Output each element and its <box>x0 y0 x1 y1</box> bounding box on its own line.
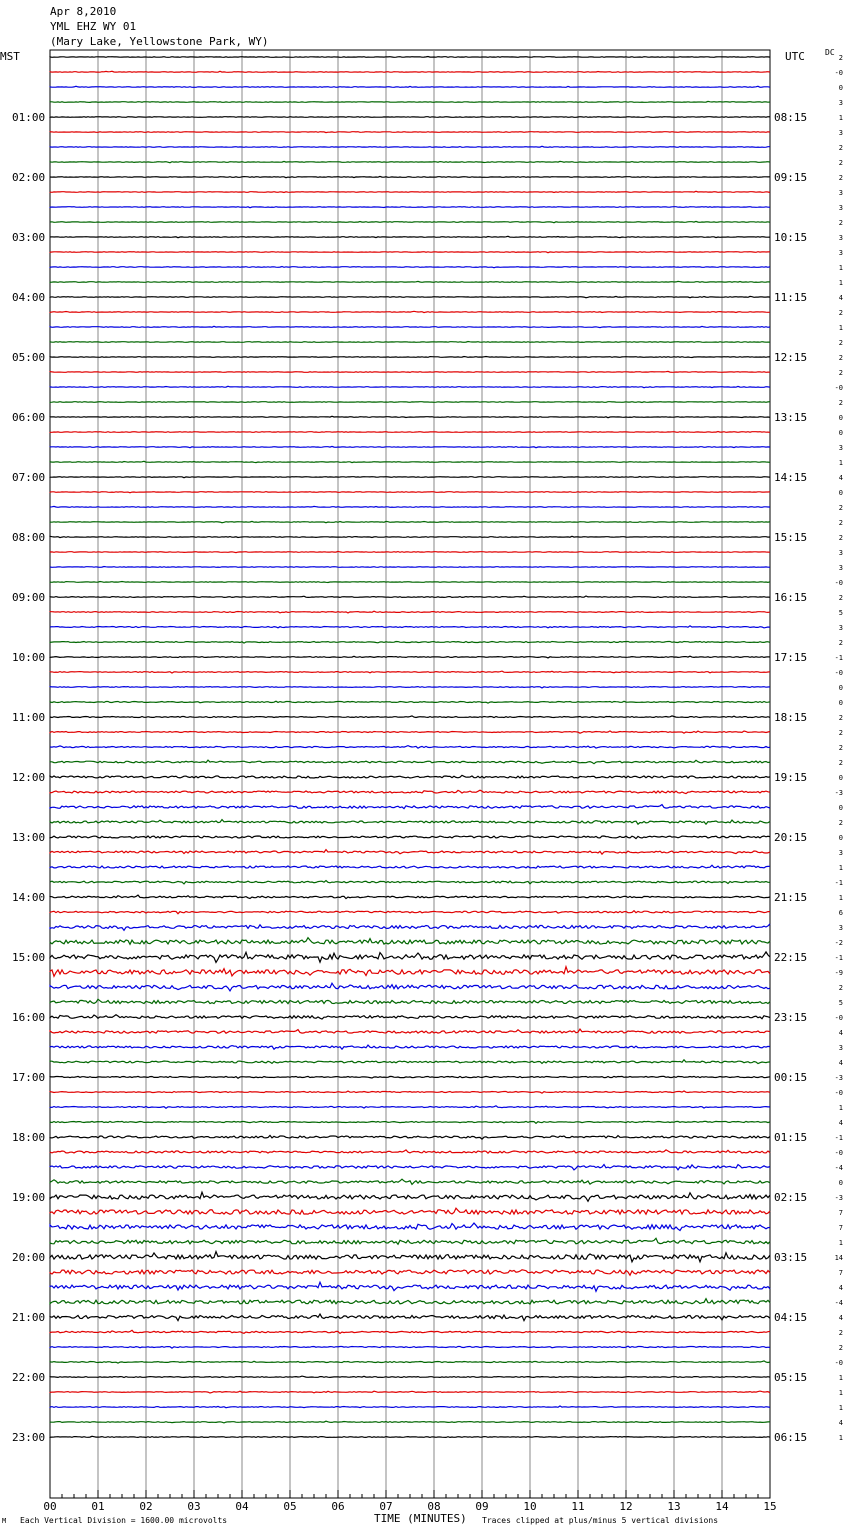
utc-hour-label: 05:15 <box>774 1371 808 1384</box>
trace-line <box>50 86 770 87</box>
utc-hour-label: 10:15 <box>774 231 808 244</box>
mst-hour-label: 20:00 <box>12 1251 46 1264</box>
trace-line <box>50 101 770 102</box>
trace-line <box>50 1238 770 1244</box>
utc-hour-label: 08:15 <box>774 111 808 124</box>
trace-line <box>50 881 770 884</box>
utc-hour-label: 19:15 <box>774 771 808 784</box>
dc-offset-label: -0 <box>834 1149 843 1157</box>
dc-offset-label: 2 <box>838 744 843 752</box>
dc-offset-label: 0 <box>838 429 843 437</box>
dc-offset-label: 1 <box>838 264 843 272</box>
trace-line <box>50 1299 770 1304</box>
dc-offset-label: 0 <box>838 699 843 707</box>
x-tick-label: 06 <box>331 1500 345 1513</box>
trace-line <box>50 701 770 703</box>
dc-offset-label: 2 <box>838 144 843 152</box>
trace-line <box>50 1121 770 1123</box>
trace-line <box>50 952 770 963</box>
trace-line <box>50 760 770 764</box>
dc-offset-label: 2 <box>838 354 843 362</box>
dc-offset-label: 5 <box>838 999 843 1007</box>
trace-line <box>50 1346 770 1348</box>
dc-offset-label: 0 <box>838 684 843 692</box>
dc-offset-label: 2 <box>838 174 843 182</box>
x-tick-label: 01 <box>91 1500 105 1513</box>
scale-note: Each Vertical Division = 1600.00 microvolts <box>20 1516 228 1525</box>
dc-offset-label: 2 <box>838 519 843 527</box>
right-zone-label: UTC <box>785 50 805 63</box>
mst-hour-label: 17:00 <box>12 1071 46 1084</box>
mst-hour-label: 14:00 <box>12 891 46 904</box>
dc-offset-label: -4 <box>834 1299 843 1307</box>
dc-offset-label: 2 <box>838 309 843 317</box>
dc-offset-label: -0 <box>834 1014 843 1022</box>
dc-offset-label: 1 <box>838 1374 843 1382</box>
trace-line <box>50 132 770 133</box>
dc-offset-label: 1 <box>838 324 843 332</box>
dc-offset-label: 4 <box>838 1284 843 1292</box>
trace-line <box>50 1391 770 1393</box>
trace-line <box>50 236 770 237</box>
trace-line <box>50 567 770 568</box>
x-tick-label: 05 <box>283 1500 297 1513</box>
mst-hour-label: 08:00 <box>12 531 46 544</box>
dc-offset-label: 2 <box>838 339 843 347</box>
dc-offset-label: 3 <box>838 204 843 212</box>
trace-line <box>50 596 770 597</box>
dc-offset-label: -0 <box>834 1089 843 1097</box>
trace-line <box>50 805 770 809</box>
dc-offset-label: 3 <box>838 549 843 557</box>
trace-line <box>50 461 770 462</box>
trace-line <box>50 731 770 733</box>
mst-hour-label: 02:00 <box>12 171 46 184</box>
trace-line <box>50 716 770 718</box>
dc-offset-label: 0 <box>838 1179 843 1187</box>
utc-hour-label: 12:15 <box>774 351 808 364</box>
dc-offset-label: -0 <box>834 669 843 677</box>
header-date: Apr 8,2010 <box>50 5 117 18</box>
trace-line <box>50 386 770 387</box>
dc-offset-label: -1 <box>834 1134 843 1142</box>
trace-group <box>50 54 843 1442</box>
mst-hour-label: 19:00 <box>12 1191 46 1204</box>
dc-offset-label: 6 <box>838 909 843 917</box>
utc-hour-label: 21:15 <box>774 891 808 904</box>
dc-offset-label: 1 <box>838 459 843 467</box>
trace-line <box>50 342 770 343</box>
dc-offset-label: -0 <box>834 384 843 392</box>
trace-line <box>50 357 770 358</box>
trace-line <box>50 1376 770 1377</box>
dc-offset-label: 1 <box>838 1404 843 1412</box>
trace-line <box>50 161 770 162</box>
mst-hour-label: 12:00 <box>12 771 46 784</box>
utc-hour-label: 13:15 <box>774 411 808 424</box>
dc-offset-label: 1 <box>838 114 843 122</box>
trace-line <box>50 221 770 222</box>
utc-hour-label: 00:15 <box>774 1071 808 1084</box>
dc-offset-label: 2 <box>838 534 843 542</box>
dc-offset-label: 1 <box>838 894 843 902</box>
trace-line <box>50 746 770 749</box>
utc-hour-label: 09:15 <box>774 171 808 184</box>
dc-offset-label: 14 <box>834 1254 843 1262</box>
dc-offset-label: 3 <box>838 189 843 197</box>
dc-offset-label: 2 <box>838 369 843 377</box>
dc-offset-label: 0 <box>838 804 843 812</box>
utc-hour-label: 01:15 <box>774 1131 808 1144</box>
dc-offset-label: 1 <box>838 1434 843 1442</box>
trace-line <box>50 281 770 282</box>
trace-line <box>50 1361 770 1363</box>
x-tick-label: 14 <box>715 1500 729 1513</box>
trace-line <box>50 1421 770 1423</box>
dc-offset-label: 2 <box>838 729 843 737</box>
dc-offset-label: 4 <box>838 1029 843 1037</box>
trace-line <box>50 611 770 613</box>
dc-offset-label: 4 <box>838 1119 843 1127</box>
mst-hour-label: 22:00 <box>12 1371 46 1384</box>
mst-hour-label: 16:00 <box>12 1011 46 1024</box>
trace-line <box>50 1330 770 1333</box>
dc-offset-label: 1 <box>838 1239 843 1247</box>
x-tick-label: 09 <box>475 1500 489 1513</box>
trace-line <box>50 477 770 478</box>
utc-hour-label: 20:15 <box>774 831 808 844</box>
x-tick-label: 04 <box>235 1500 249 1513</box>
dc-offset-label: -0 <box>834 69 843 77</box>
x-axis-title: TIME (MINUTES) <box>374 1512 467 1525</box>
dc-offset-label: -1 <box>834 879 843 887</box>
trace-line <box>50 1076 770 1078</box>
dc-offset-label: 7 <box>838 1209 843 1217</box>
dc-offset-label: 2 <box>838 219 843 227</box>
trace-line <box>50 506 770 507</box>
header-location: (Mary Lake, Yellowstone Park, WY) <box>50 35 269 48</box>
utc-hour-label: 16:15 <box>774 591 808 604</box>
corner-mark: M <box>2 1517 7 1525</box>
mst-hour-label: 09:00 <box>12 591 46 604</box>
trace-line <box>50 642 770 644</box>
trace-line <box>50 895 770 899</box>
x-tick-label: 00 <box>43 1500 57 1513</box>
trace-line <box>50 1282 770 1291</box>
dc-offset-label: 2 <box>838 984 843 992</box>
trace-line <box>50 671 770 673</box>
dc-offset-label: 3 <box>838 1044 843 1052</box>
trace-line <box>50 191 770 192</box>
trace-line <box>50 1015 770 1019</box>
trace-line <box>50 820 770 825</box>
trace-line <box>50 207 770 208</box>
utc-hour-label: 23:15 <box>774 1011 808 1024</box>
dc-offset-label: 2 <box>838 399 843 407</box>
dc-offset-label: 4 <box>838 474 843 482</box>
trace-line <box>50 146 770 147</box>
x-tick-label: 11 <box>571 1500 585 1513</box>
dc-offset-label: 3 <box>838 624 843 632</box>
trace-line <box>50 790 770 793</box>
trace-line <box>50 176 770 177</box>
trace-line <box>50 432 770 433</box>
utc-hour-label: 02:15 <box>774 1191 808 1204</box>
trace-line <box>50 1252 770 1262</box>
dc-offset-label: -9 <box>834 969 843 977</box>
dc-offset-label: -0 <box>834 1359 843 1367</box>
utc-hour-label: 06:15 <box>774 1431 808 1444</box>
dc-offset-label: 0 <box>838 489 843 497</box>
utc-hour-label: 14:15 <box>774 471 808 484</box>
dc-offset-label: 0 <box>838 774 843 782</box>
dc-offset-label: -2 <box>834 939 843 947</box>
trace-line <box>50 371 770 372</box>
dc-offset-label: 4 <box>838 294 843 302</box>
dc-offset-label: 0 <box>838 84 843 92</box>
dc-offset-label: 2 <box>838 159 843 167</box>
dc-offset-label: 4 <box>838 1314 843 1322</box>
utc-hour-label: 04:15 <box>774 1311 808 1324</box>
trace-line <box>50 1179 770 1184</box>
dc-offset-label: 7 <box>838 1269 843 1277</box>
x-axis <box>43 1490 776 1513</box>
x-tick-label: 10 <box>523 1500 537 1513</box>
dc-offset-label: 0 <box>838 414 843 422</box>
mst-hour-label: 13:00 <box>12 831 46 844</box>
mst-hour-label: 03:00 <box>12 231 46 244</box>
trace-line <box>50 967 770 977</box>
mst-hour-label: 18:00 <box>12 1131 46 1144</box>
trace-line <box>50 1436 770 1437</box>
x-tick-label: 03 <box>187 1500 201 1513</box>
mst-hour-label: 10:00 <box>12 651 46 664</box>
trace-line <box>50 57 770 58</box>
mst-hour-label: 01:00 <box>12 111 46 124</box>
trace-line <box>50 1270 770 1275</box>
dc-offset-label: 1 <box>838 1104 843 1112</box>
mst-hour-label: 11:00 <box>12 711 46 724</box>
trace-line <box>50 402 770 403</box>
trace-line <box>50 326 770 327</box>
trace-line <box>50 267 770 268</box>
dc-offset-label: 3 <box>838 444 843 452</box>
dc-offset-label: 4 <box>838 1059 843 1067</box>
trace-line <box>50 1314 770 1321</box>
dc-offset-label: 1 <box>838 279 843 287</box>
trace-line <box>50 999 770 1003</box>
trace-line <box>50 911 770 914</box>
x-tick-label: 02 <box>139 1500 153 1513</box>
dc-offset-label: 2 <box>838 594 843 602</box>
left-zone-label: MST <box>0 50 20 63</box>
trace-line <box>50 551 770 552</box>
trace-line <box>50 850 770 855</box>
trace-line <box>50 252 770 253</box>
x-tick-label: 15 <box>763 1500 777 1513</box>
trace-line <box>50 1165 770 1170</box>
dc-offset-label: -1 <box>834 954 843 962</box>
mst-hour-label: 15:00 <box>12 951 46 964</box>
mst-hour-label: 21:00 <box>12 1311 46 1324</box>
dc-offset-label: 3 <box>838 564 843 572</box>
mst-hour-label: 05:00 <box>12 351 46 364</box>
trace-line <box>50 1208 770 1214</box>
trace-line <box>50 687 770 688</box>
x-tick-label: 12 <box>619 1500 633 1513</box>
dc-offset-label: 4 <box>838 1419 843 1427</box>
dc-offset-label: 1 <box>838 1389 843 1397</box>
trace-line <box>50 1060 770 1064</box>
dc-offset-label: 5 <box>838 609 843 617</box>
mst-hour-label: 23:00 <box>12 1431 46 1444</box>
trace-line <box>50 924 770 931</box>
dc-offset-label: 2 <box>838 714 843 722</box>
dc-offset-label: 0 <box>838 834 843 842</box>
utc-hour-label: 11:15 <box>774 291 808 304</box>
clip-note: Traces clipped at plus/minus 5 vertical divisions <box>482 1516 719 1525</box>
mst-hour-label: 04:00 <box>12 291 46 304</box>
dc-offset-label: 7 <box>838 1224 843 1232</box>
dc-offset-label: 2 <box>838 639 843 647</box>
trace-line <box>50 1192 770 1201</box>
trace-line <box>50 71 770 72</box>
trace-line <box>50 582 770 583</box>
trace-line <box>50 117 770 118</box>
trace-line <box>50 1045 770 1049</box>
utc-hour-label: 18:15 <box>774 711 808 724</box>
utc-hour-label: 17:15 <box>774 651 808 664</box>
trace-line <box>50 536 770 537</box>
dc-offset-label: -3 <box>834 1194 843 1202</box>
dc-offset-label: -1 <box>834 654 843 662</box>
trace-line <box>50 416 770 417</box>
dc-offset-label: -3 <box>834 789 843 797</box>
dc-offset-label: 3 <box>838 129 843 137</box>
trace-line <box>50 1150 770 1153</box>
trace-line <box>50 656 770 658</box>
trace-line <box>50 521 770 522</box>
dc-offset-label: 3 <box>838 99 843 107</box>
dc-offset-label: 2 <box>838 759 843 767</box>
trace-line <box>50 983 770 991</box>
dc-offset-label: -4 <box>834 1164 843 1172</box>
dc-offset-label: 3 <box>838 249 843 257</box>
dc-offset-label: 2 <box>838 819 843 827</box>
trace-line <box>50 1406 770 1408</box>
trace-line <box>50 311 770 312</box>
dc-offset-label: -3 <box>834 1074 843 1082</box>
utc-hour-label: 03:15 <box>774 1251 808 1264</box>
dc-offset-label: 3 <box>838 924 843 932</box>
dc-offset-label: 2 <box>838 1329 843 1337</box>
trace-line <box>50 1106 770 1108</box>
dc-label: DC <box>825 48 835 57</box>
dc-offset-label: 3 <box>838 849 843 857</box>
dc-offset-label: -0 <box>834 579 843 587</box>
header-station: YML EHZ WY 01 <box>50 20 137 33</box>
x-tick-label: 13 <box>667 1500 681 1513</box>
mst-hour-label: 06:00 <box>12 411 46 424</box>
trace-line <box>50 296 770 297</box>
x-tick-label: 08 <box>427 1500 441 1513</box>
trace-line <box>50 492 770 493</box>
trace-line <box>50 938 770 945</box>
trace-line <box>50 775 770 778</box>
trace-line <box>50 1223 770 1230</box>
utc-hour-label: 22:15 <box>774 951 808 964</box>
dc-offset-label: 3 <box>838 234 843 242</box>
dc-offset-label: 1 <box>838 864 843 872</box>
mst-hour-label: 07:00 <box>12 471 46 484</box>
trace-line <box>50 1029 770 1033</box>
x-tick-label: 07 <box>379 1500 393 1513</box>
dc-offset-label: 2 <box>838 54 843 62</box>
trace-line <box>50 836 770 839</box>
utc-hour-label: 15:15 <box>774 531 808 544</box>
trace-line <box>50 1135 770 1139</box>
dc-offset-label: 2 <box>838 504 843 512</box>
dc-offset-label: 2 <box>838 1344 843 1352</box>
trace-line <box>50 626 770 628</box>
trace-line <box>50 865 770 868</box>
trace-line <box>50 1091 770 1093</box>
trace-line <box>50 446 770 447</box>
